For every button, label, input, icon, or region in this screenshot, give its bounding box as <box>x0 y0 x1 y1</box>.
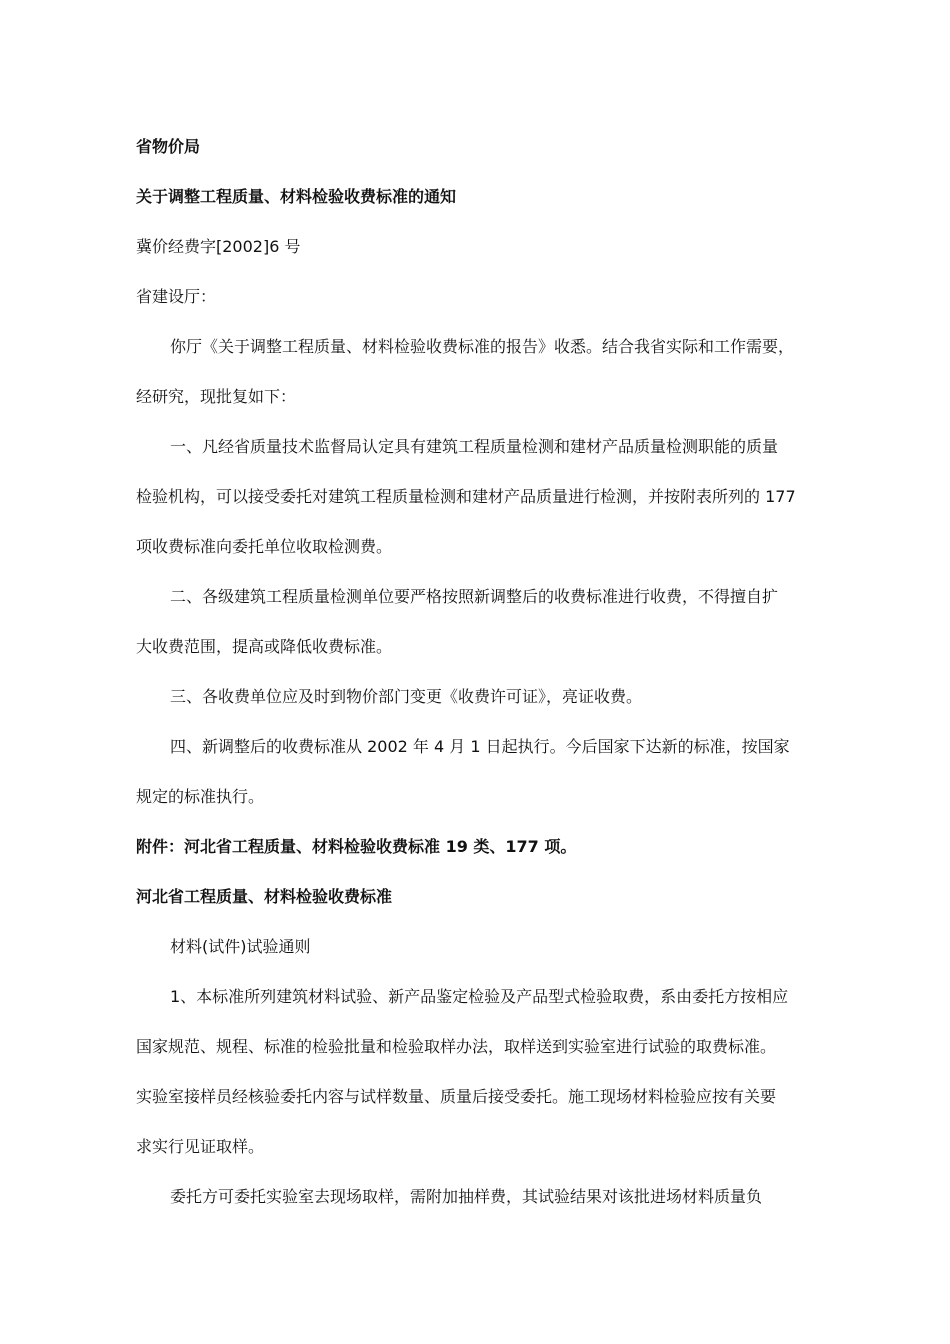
document-number: 冀价经费字[2002]6 号 <box>136 237 301 256</box>
notice-title: 关于调整工程质量、材料检验收费标准的通知 <box>136 187 457 206</box>
body-line: 项收费标准向委托单位收取检测费。 <box>136 537 393 556</box>
body-line: 二、各级建筑工程质量检测单位要严格按照新调整后的收费标准进行收费，不得擅自扩 <box>170 587 779 606</box>
document-content <box>136 122 818 1222</box>
subsection-title: 材料(试件)试验通则 <box>170 937 311 956</box>
section-line: 求实行见证取样。 <box>136 1137 265 1156</box>
section-line: 国家规范、规程、标准的检验批量和检验取样办法，取样送到实验室进行试验的取费标准。 <box>136 1037 777 1056</box>
body-line: 大收费范围，提高或降低收费标准。 <box>136 637 393 656</box>
body-line: 四、新调整后的收费标准从 2002 年 4 月 1 日起执行。今后国家下达新的标准，按国家 <box>170 737 790 756</box>
recipient-line: 省建设厅： <box>136 287 217 306</box>
section-line: 1、本标准所列建筑材料试验、新产品鉴定检验及产品型式检验取费，系由委托方按相应 <box>170 987 789 1006</box>
body-line: 检验机构，可以接受委托对建筑工程质量检测和建材产品质量进行检测，并按附表所列的 177 <box>136 487 796 506</box>
attachment-line: 附件：河北省工程质量、材料检验收费标准 19 类、177 项。 <box>136 837 577 856</box>
body-line: 经研究，现批复如下： <box>136 387 297 406</box>
section-title: 河北省工程质量、材料检验收费标准 <box>136 887 393 906</box>
issuer-heading: 省物价局 <box>136 137 201 156</box>
body-line: 规定的标准执行。 <box>136 787 265 806</box>
section-line: 实验室接样员经核验委托内容与试样数量、质量后接受委托。施工现场材料检验应按有关要 <box>136 1087 777 1106</box>
body-line: 三、各收费单位应及时到物价部门变更《收费许可证》，亮证收费。 <box>170 687 643 706</box>
section-line: 委托方可委托实验室去现场取样，需附加抽样费，其试验结果对该批进场材料质量负 <box>170 1187 763 1206</box>
body-line: 一、凡经省质量技术监督局认定具有建筑工程质量检测和建材产品质量检测职能的质量 <box>170 437 779 456</box>
body-line: 你厅《关于调整工程质量、材料检验收费标准的报告》收悉。结合我省实际和工作需要， <box>170 337 795 356</box>
